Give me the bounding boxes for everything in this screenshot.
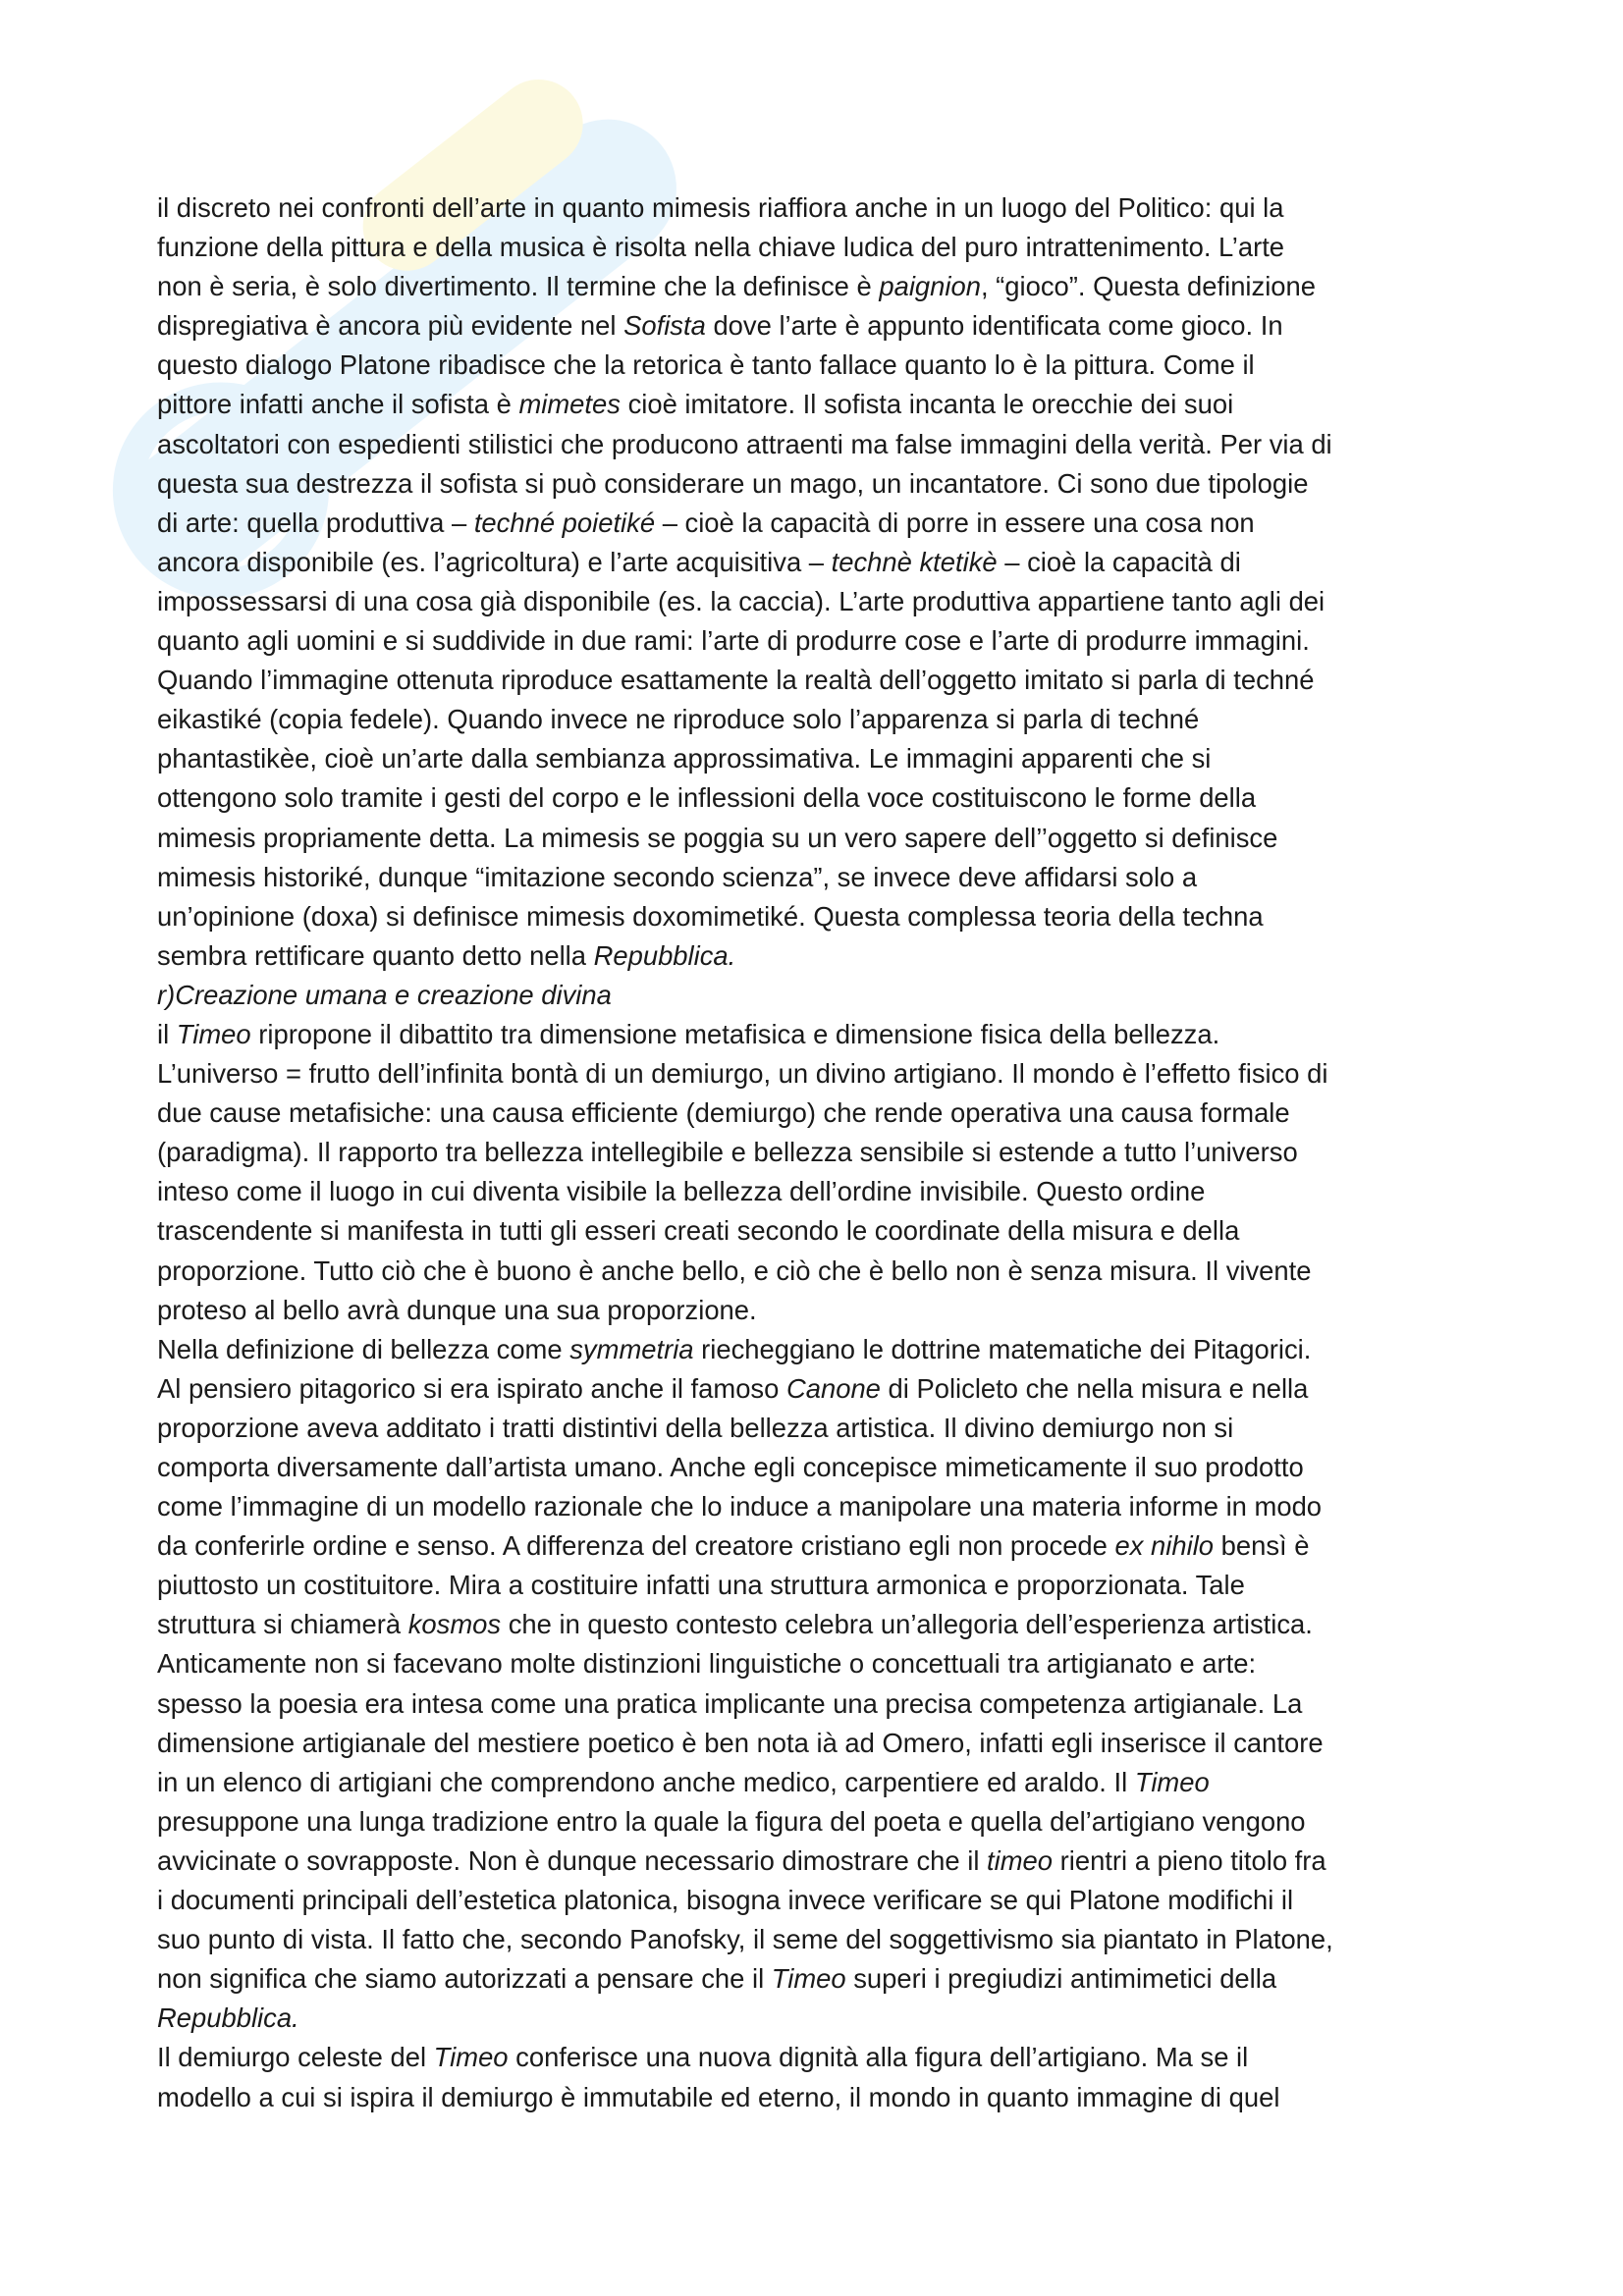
text-run: trascendente si manifesta in tutti gli esseri creati secondo le coordinate della misura e della	[157, 1215, 1240, 1247]
text-run: proporzione. Tutto ciò che è buono è anche bello, e ciò che è bello non è senza misura. Il vivente	[157, 1255, 1312, 1286]
text-line	[157, 1566, 1478, 1605]
italic-term: Sofista	[623, 310, 706, 342]
text-run: il	[157, 1018, 177, 1049]
text-run: eikastiké (copia fedele). Quando invece ne riproduce solo l’apparenza si parla di techné	[157, 704, 1200, 735]
text-run: inteso come il luogo in cui diventa visibile la bellezza dell’ordine invisibile. Questo ordine	[157, 1176, 1206, 1207]
italic-term: mimetes	[518, 389, 621, 420]
text-run: suo punto di vista. Il fatto che, secondo Panofsky, il seme del soggettivismo sia piantato in Platone,	[157, 1924, 1333, 1955]
text-line	[157, 1959, 1478, 1999]
text-line	[157, 1094, 1478, 1133]
text-run: Anticamente non si facevano molte distinzioni linguistiche o concettuali tra artigianato e arte:	[157, 1648, 1257, 1680]
text-line	[157, 621, 1478, 661]
text-line	[157, 1881, 1478, 1920]
text-run: un’opinione (doxa) si definisce mimesis doxomimetiké. Questa complessa teoria della techna	[157, 900, 1264, 932]
text-run: come l’immagine di un modello razionale che lo induce a manipolare una materia informe in modo	[157, 1491, 1323, 1522]
text-run: (paradigma). Il rapporto tra bellezza intellegibile e bellezza sensibile si estende a tutto l’universo	[157, 1137, 1298, 1168]
italic-term: Timeo	[176, 1018, 251, 1049]
text-run: Al pensiero pitagorico si era ispirato anche il famoso	[157, 1372, 786, 1404]
italic-term: Timeo	[433, 2042, 509, 2073]
text-run: dispregiativa è ancora più evidente nel	[157, 310, 624, 342]
text-line	[157, 464, 1478, 504]
text-run: di Policleto che nella misura e nella	[880, 1372, 1309, 1404]
text-run: avvicinate o sovrapposte. Non è dunque necessario dimostrare che il	[157, 1844, 988, 1876]
text-line	[157, 936, 1478, 976]
text-run: due cause metafisiche: una causa efficiente (demiurgo) che rende operativa una causa formale	[157, 1097, 1290, 1129]
text-line	[157, 2078, 1478, 2117]
text-line	[157, 228, 1478, 267]
text-run: conferisce una nuova dignità alla figura dell’artigiano. Ma se il	[508, 2042, 1249, 2073]
text-line	[157, 1448, 1478, 1487]
text-run: struttura si chiamerà	[157, 1609, 408, 1640]
text-line	[157, 819, 1478, 858]
italic-term: Canone	[785, 1372, 881, 1404]
text-run: non significa che siamo autorizzati a pensare che il	[157, 1963, 772, 1995]
text-run: Il demiurgo celeste del	[157, 2042, 434, 2073]
text-run: mimesis historiké, dunque “imitazione secondo scienza”, se invece deve affidarsi solo a	[157, 861, 1198, 892]
text-line	[157, 1015, 1478, 1054]
text-line	[157, 1252, 1478, 1291]
italic-term: r)Creazione umana e creazione divina	[157, 979, 612, 1010]
italic-term: paignion	[879, 271, 981, 302]
text-line	[157, 1054, 1478, 1094]
text-run: ancora disponibile (es. l’agricoltura) e l’arte acquisitiva –	[157, 546, 832, 577]
text-run: proporzione aveva additato i tratti distintivi della bellezza artistica. Il divino demiurgo non si	[157, 1412, 1234, 1443]
text-line	[157, 1999, 1478, 2038]
text-line	[157, 897, 1478, 936]
text-run: superi i pregiudizi antimimetici della	[845, 1963, 1277, 1995]
text-run: non è seria, è solo divertimento. Il termine che la definisce è	[157, 271, 880, 302]
text-run: cioè imitatore. Il sofista incanta le orecchie dei suoi	[620, 389, 1234, 420]
text-run: – cioè la capacità di porre in essere una cosa non	[655, 507, 1255, 538]
text-run: quanto agli uomini e si suddivide in due rami: l’arte di produrre cose e l’arte di produrre immagini.	[157, 625, 1310, 657]
text-run: piuttosto un costituitore. Mira a costituire infatti una struttura armonica e proporzionata. Tale	[157, 1570, 1245, 1601]
text-line	[157, 976, 1478, 1015]
text-line	[157, 1487, 1478, 1526]
document-body	[157, 188, 1478, 2117]
text-run: questa sua destrezza il sofista si può considerare un mago, un incantatore. Ci sono due tipologie	[157, 467, 1309, 499]
text-line	[157, 1526, 1478, 1566]
text-run: il discreto nei confronti dell’arte in quanto mimesis riaffiora anche in un luogo del Politico: qui la	[157, 192, 1284, 223]
text-run: , “gioco”. Questa definizione	[980, 271, 1316, 302]
text-line	[157, 1605, 1478, 1644]
text-run: in un elenco di artigiani che comprendono anche medico, carpentiere ed araldo. Il	[157, 1766, 1135, 1797]
text-run: ottengono solo tramite i gesti del corpo e le inflessioni della voce costituiscono le forme della	[157, 782, 1257, 814]
text-run: comporta diversamente dall’artista umano. Anche egli concepisce mimeticamente il suo prodotto	[157, 1452, 1304, 1482]
text-line	[157, 543, 1478, 582]
text-run: riecheggiano le dottrine matematiche dei Pitagorici.	[693, 1333, 1312, 1364]
text-run: che in questo contesto celebra un’allegoria dell’esperienza artistica.	[501, 1609, 1313, 1640]
text-run: phantastikèe, cioè un’arte dalla sembianza approssimativa. Le immagini apparenti che si	[157, 743, 1212, 774]
italic-term: kosmos	[407, 1609, 502, 1640]
text-run: modello a cui si ispira il demiurgo è immutabile ed eterno, il mondo in quanto immagine di quel	[157, 2081, 1280, 2112]
text-run: Nella definizione di bellezza come	[157, 1333, 570, 1364]
text-run: da conferirle ordine e senso. A differenza del creatore cristiano egli non procede	[157, 1530, 1115, 1562]
text-line	[157, 504, 1478, 543]
italic-term: symmetria	[569, 1333, 694, 1364]
text-line	[157, 1724, 1478, 1763]
text-run: – cioè la capacità di	[997, 546, 1241, 577]
text-run: funzione della pittura e della musica è risolta nella chiave ludica del puro intrattenimento. L’arte	[157, 232, 1285, 263]
text-run: Quando l’immagine ottenuta riproduce esattamente la realtà dell’oggetto imitato si parla di techné	[157, 665, 1315, 696]
text-run: questo dialogo Platone ribadisce che la retorica è tanto fallace quanto lo è la pittura. Come il	[157, 349, 1255, 381]
text-line	[157, 582, 1478, 621]
italic-term: technè ktetikè	[831, 546, 998, 577]
text-line	[157, 778, 1478, 818]
text-line	[157, 1842, 1478, 1881]
text-run: proteso al bello avrà dunque una sua proporzione.	[157, 1294, 757, 1325]
text-run: spesso la poesia era intesa come una pratica implicante una precisa competenza artigianale. La	[157, 1687, 1303, 1719]
italic-term: Repubblica.	[593, 939, 736, 971]
text-run: i documenti principali dell’estetica platonica, bisogna invece verificare se qui Platone modifichi il	[157, 1885, 1294, 1916]
italic-term: timeo	[987, 1844, 1054, 1876]
text-run: L’universo = frutto dell’infinita bontà di un demiurgo, un divino artigiano. Il mondo è l’effetto fisico di	[157, 1058, 1328, 1090]
text-line	[157, 700, 1478, 739]
text-line	[157, 1644, 1478, 1683]
text-line	[157, 346, 1478, 385]
text-run: presuppone una lunga tradizione entro la quale la figura del poeta e quella del’artigiano vengono	[157, 1805, 1306, 1837]
text-run: rientri a pieno titolo fra	[1053, 1844, 1326, 1876]
text-line	[157, 385, 1478, 424]
text-run: ripropone il dibattito tra dimensione metafisica e dimensione fisica della bellezza.	[250, 1018, 1220, 1049]
text-line	[157, 1802, 1478, 1842]
text-line	[157, 2038, 1478, 2077]
text-line	[157, 1291, 1478, 1330]
italic-term: Repubblica.	[157, 2002, 299, 2034]
text-line	[157, 425, 1478, 464]
text-run: bensì è	[1214, 1530, 1310, 1562]
text-line	[157, 267, 1478, 306]
text-line	[157, 1369, 1478, 1409]
text-line	[157, 1920, 1478, 1959]
text-run: di arte: quella produttiva –	[157, 507, 474, 538]
italic-term: techné poietiké	[473, 507, 656, 538]
italic-term: Timeo	[771, 1963, 846, 1995]
text-run: impossessarsi di una cosa già disponibile (es. la caccia). L’arte produttiva appartiene tanto agli dei	[157, 585, 1325, 616]
text-run: pittore infatti anche il sofista è	[157, 389, 519, 420]
text-line	[157, 858, 1478, 897]
italic-term: Timeo	[1134, 1766, 1210, 1797]
text-line	[157, 1172, 1478, 1211]
text-line	[157, 1409, 1478, 1448]
text-run: mimesis propriamente detta. La mimesis se poggia su un vero sapere dell’’oggetto si definisce	[157, 822, 1278, 853]
text-line	[157, 661, 1478, 700]
text-line	[157, 306, 1478, 346]
italic-term: ex nihilo	[1114, 1530, 1215, 1562]
text-line	[157, 1133, 1478, 1172]
text-line	[157, 1211, 1478, 1251]
text-run: ascoltatori con espedienti stilistici che producono attraenti ma false immagini della verità. Per via di	[157, 428, 1332, 459]
text-run: sembra rettificare quanto detto nella	[157, 939, 594, 971]
text-line	[157, 1684, 1478, 1724]
text-run: dimensione artigianale del mestiere poetico è ben nota ià ad Omero, infatti egli inserisce il cantore	[157, 1727, 1324, 1758]
text-run: dove l’arte è appunto identificata come gioco. In	[705, 310, 1283, 342]
text-line	[157, 188, 1478, 228]
text-line	[157, 1330, 1478, 1369]
text-line	[157, 1763, 1478, 1802]
text-line	[157, 739, 1478, 778]
